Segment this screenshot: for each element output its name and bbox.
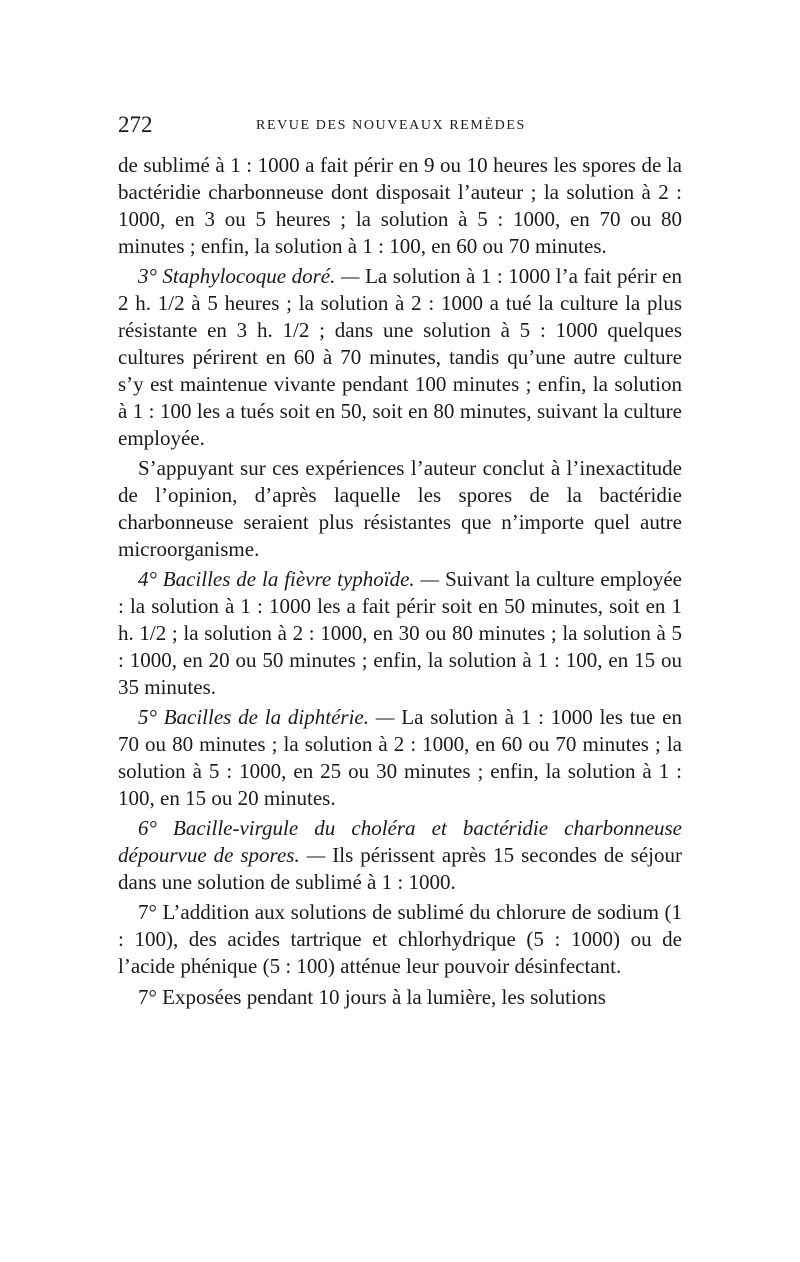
section-heading: 4° Bacilles de la fièvre typhoïde. — [138, 567, 440, 592]
paragraph-text: de sublimé à 1 : 1000 a fait périr en 9 ou 10 heures les spores de la bactéridie charbonneuse dont disposait l’auteur ; la solution à 2 : 1000, en 3 ou 5 heures ; la solution à 5 : 1000, en 70 ou 80 minutes ; enfin, la solution à 1 : 100, en 60 ou 70 minutes. [118, 153, 682, 258]
paragraph [118, 566, 682, 701]
paragraph-text: Suivant la culture employée : la solution à 1 : 1000 les a fait périr soit en 50 minutes, soit en 1 h. 1/2 ; la solution à 2 : 1000, en 30 ou 80 minutes ; la solution à 5 : 1000, en 20 ou 50 minutes ; enfin, la solution à 1 : 100, en 15 ou 35 minutes. [118, 567, 682, 699]
section-heading: 6° Bacille-virgule du choléra et bactéridie charbonneuse dépourvue de spores. — [118, 816, 682, 868]
paragraph-text: Ils périssent après 15 secondes de séjour dans une solution de sublimé à 1 : 1000. [118, 843, 683, 895]
section-heading: 5° Bacilles de la diphtérie. — [138, 705, 395, 730]
paragraph [118, 152, 682, 260]
body-text [118, 152, 682, 1011]
page-number: 272 [118, 112, 153, 137]
paragraph-text: 7° Exposées pendant 10 jours à la lumière, les solutions [138, 984, 606, 1009]
paragraph-text: 7° L’addition aux solutions de sublimé du chlorure de sodium (1 : 100), des acides tartrique et chlorhydrique (5 : 1000) ou de l’acide phénique (5 : 100) atténue leur pouvoir désinfectant. [118, 900, 682, 979]
paragraph [118, 984, 682, 1011]
paragraph [118, 455, 682, 563]
running-title: REVUE DES NOUVEAUX REMÈDES [256, 118, 526, 133]
paragraph-text: La solution à 1 : 1000 l’a fait périr en 2 h. 1/2 à 5 heures ; la solution à 2 : 1000 a tué la culture la plus résistante en 3 h. 1/2 ; dans une solution à 5 : 1000 quelques cultures périrent en 60 à 70 minutes, tandis qu’une autre culture s’y est maintenue vivante pendant 100 minutes ; enfin, la solution à 1 : 100 les a tués soit en 50, soit en 80 minutes, suivant la culture employée. [118, 264, 682, 450]
paragraph [118, 815, 682, 896]
paragraph-text: La solution à 1 : 1000 les tue en 70 ou 80 minutes ; la solution à 2 : 1000, en 60 ou 70 minutes ; la solution à 5 : 1000, en 25 ou 30 minutes ; enfin, la solution à 1 : 100, en 15 ou 20 minutes. [118, 705, 682, 810]
page-header [118, 112, 680, 142]
paragraph [118, 704, 682, 812]
paragraph [118, 263, 682, 451]
paragraph [118, 899, 682, 980]
section-heading: 3° Staphylocoque doré. — [138, 264, 360, 289]
paragraph-text: S’appuyant sur ces expériences l’auteur conclut à l’inexactitude de l’opinion, d’après laquelle les spores de la bactéridie charbonneuse seraient plus résistantes que n’importe quel autre microorganisme. [118, 455, 682, 561]
